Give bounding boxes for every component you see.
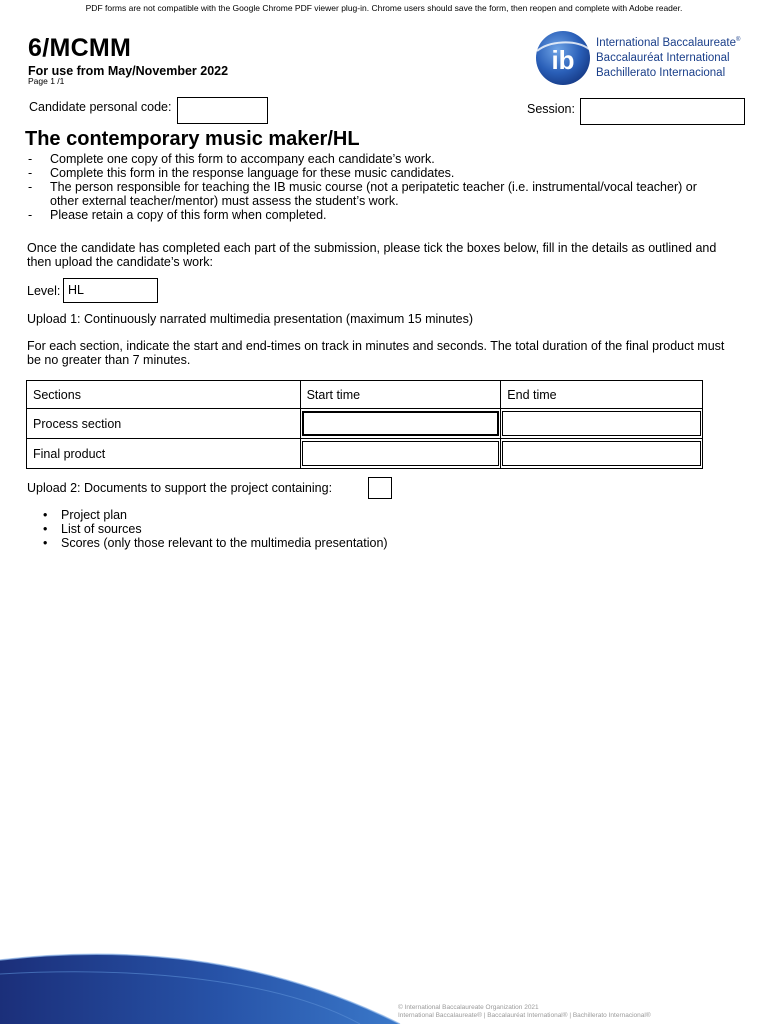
upload-2-heading: Upload 2: Documents to support the project containing: [27, 481, 333, 495]
form-code: 6/MCMM [28, 34, 132, 62]
document-text: List of sources [61, 522, 142, 536]
instruction-text: Complete one copy of this form to accompany each candidate’s work. [50, 152, 435, 166]
dash-marker: - [28, 152, 33, 166]
trademark: ® [736, 37, 741, 43]
list-item [28, 180, 728, 208]
upload-2-checkbox[interactable] [368, 477, 392, 499]
pdf-compatibility-notice: PDF forms are not compatible with the Google Chrome PDF viewer plug-in. Chrome users should save the form, then reopen and complete with Adobe reader. [85, 3, 683, 13]
list-item [28, 166, 728, 180]
bullet-icon: • [43, 508, 48, 522]
list-item [28, 208, 728, 222]
session-label: Session: [527, 102, 575, 116]
use-from-date: For use from May/November 2022 [28, 64, 229, 78]
ib-name-es: Bachillerato Internacional [596, 66, 726, 79]
sections-table [26, 380, 703, 469]
session-field[interactable] [580, 98, 745, 125]
level-field[interactable]: HL [63, 278, 158, 303]
timing-instructions: For each section, indicate the start and end-times on track in minutes and seconds. The total duration of the final product must be no greater than 7 minutes. [27, 339, 725, 367]
candidate-code-label: Candidate personal code: [29, 100, 172, 114]
bullet-icon: • [43, 522, 48, 536]
bullet-icon: • [43, 536, 48, 550]
ib-name-fr: Baccalauréat International [596, 51, 730, 64]
table-header-row [27, 381, 703, 409]
end-time-cell [501, 409, 703, 439]
section-name: Final product [27, 439, 301, 469]
column-header-end-time: End time [501, 381, 703, 409]
instructions-list [28, 152, 728, 222]
documents-list [40, 508, 388, 550]
ib-organisation-names [596, 33, 740, 81]
column-header-start-time: Start time [300, 381, 501, 409]
document-text: Project plan [61, 508, 128, 522]
list-item [40, 508, 388, 522]
dash-marker: - [28, 166, 33, 180]
level-label: Level: [27, 284, 61, 298]
trademark-names: International Baccalaureate® | Baccalauréat International® | Bachillerato Internacional® [398, 1012, 651, 1019]
copyright-text: © International Baccalaureate Organization 2021 [398, 1004, 539, 1011]
process-end-time-field[interactable] [502, 411, 701, 436]
dash-marker: - [28, 180, 33, 194]
instruction-text: Complete this form in the response language for these music candidates. [50, 166, 455, 180]
end-time-cell [501, 439, 703, 469]
process-start-time-field[interactable] [302, 411, 500, 436]
list-item [40, 536, 388, 550]
final-end-time-field[interactable] [502, 441, 701, 466]
form-title: The contemporary music maker/HL [25, 128, 360, 150]
instruction-text: The person responsible for teaching the IB music course (not a peripatetic teacher (i.e. instrumental/vocal teacher) or other external teacher/mentor) must assess the student’s work. [50, 180, 697, 208]
footer-wave-graphic [0, 940, 768, 1024]
table-row [27, 439, 703, 469]
ib-name-en: International Baccalaureate [596, 36, 737, 49]
final-start-time-field[interactable] [302, 441, 500, 466]
dash-marker: - [28, 208, 33, 222]
candidate-code-field[interactable] [177, 97, 268, 124]
ib-mark: ib [551, 45, 575, 75]
list-item [40, 522, 388, 536]
table-row [27, 409, 703, 439]
ib-logo-icon [531, 29, 593, 87]
column-header-sections: Sections [27, 381, 301, 409]
upload-1-heading: Upload 1: Continuously narrated multimedia presentation (maximum 15 minutes) [27, 312, 474, 326]
footer-copyright [398, 1004, 651, 1020]
start-time-cell [300, 409, 501, 439]
document-text: Scores (only those relevant to the multimedia presentation) [61, 536, 388, 550]
instruction-text: Please retain a copy of this form when completed. [50, 208, 327, 222]
page-number: Page 1 /1 [28, 76, 65, 86]
start-time-cell [300, 439, 501, 469]
section-name: Process section [27, 409, 301, 439]
submission-instructions: Once the candidate has completed each part of the submission, please tick the boxes below, fill in the details as outlined and then upload the candidate’s work: [27, 241, 717, 269]
list-item [28, 152, 728, 166]
